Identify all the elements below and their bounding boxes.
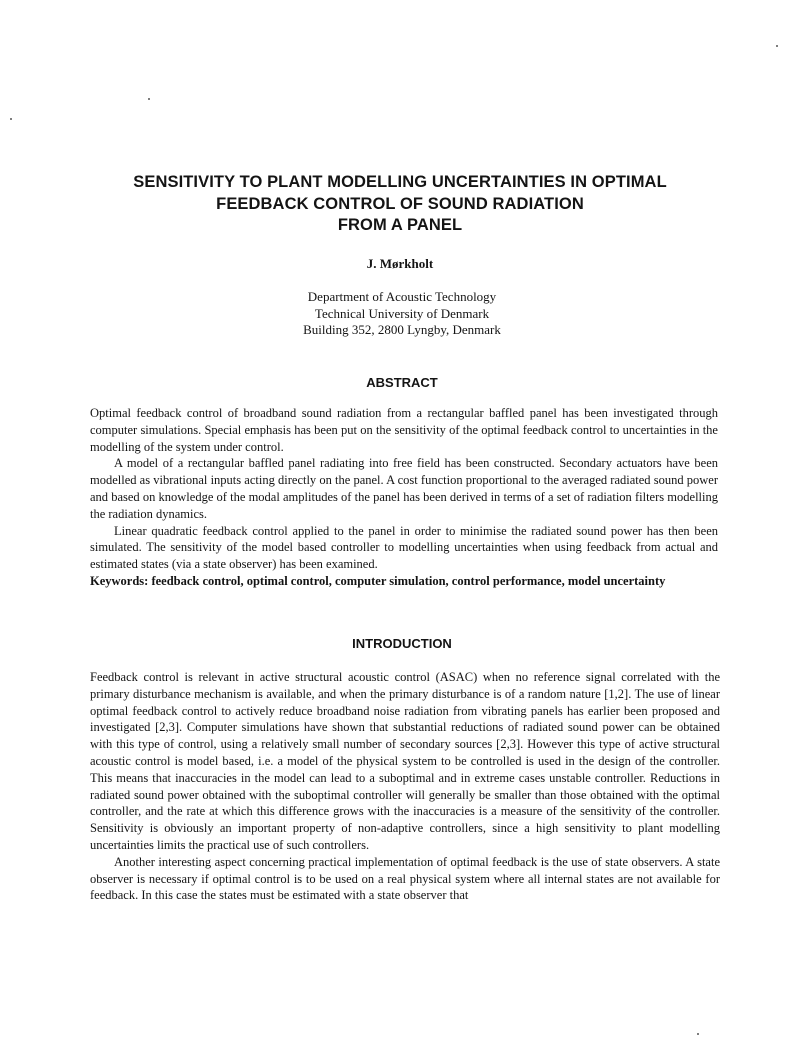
affiliation-line: Technical University of Denmark: [314, 305, 490, 321]
introduction-body: [90, 669, 720, 904]
abstract-paragraph: Linear quadratic feedback control applied to the panel in order to minimise the radiated sound power has then been simulated. The sensitivity of the model based controller to modelling uncertainties when using feedback from actual and estimated states (via a state observer) has been examined.: [90, 523, 718, 572]
abstract-body: [90, 405, 718, 590]
introduction-paragraph: Another interesting aspect concerning practical implementation of optimal feedback is the use of state observers. A state observer is necessary if optimal control is to be used on a real physical system where all internal states are not available for feedback. In this case the states must be estimated with a state observer that: [90, 854, 720, 903]
keywords-label: Keywords:: [90, 573, 149, 588]
introduction-heading: INTRODUCTION: [352, 636, 452, 651]
author-name: J. Mørkholt: [366, 256, 434, 271]
keywords: [90, 573, 718, 590]
abstract-heading: ABSTRACT: [366, 375, 438, 390]
scan-speck: [697, 1033, 699, 1035]
scan-speck: [776, 45, 778, 47]
abstract-paragraph: A model of a rectangular baffled panel radiating into free field has been constructed. Secondary actuators have been modelled as vibrational inputs acting directly on the panel. A cost function proportional to the averaged radiated sound power and based on knowledge of the modal amplitudes of the panel has been derived in terms of a set of radiation filters modelling the radiation dynamics.: [90, 456, 718, 521]
title-line: SENSITIVITY TO PLANT MODELLING UNCERTAINTIES IN OPTIMAL: [133, 173, 667, 191]
affiliation-line: Building 352, 2800 Lyngby, Denmark: [303, 322, 501, 337]
introduction-paragraph: Feedback control is relevant in active structural acoustic control (ASAC) when no reference signal correlated with the primary disturbance mechanism is available, and when the primary disturbance is of a random nature [1,2]. The use of linear optimal feedback control to actively reduce broadband noise radiation from vibrating panels has earlier been proposed and investigated [2,3]. Computer simulations have shown that substantial reductions of radiated sound power can be obtained with this type of control, using a relatively small number of secondary sources [2,3]. However this type of active structural acoustic control is model based, i.e. a model of the physical system to be controlled is used in the design of the controller. This means that inaccuracies in the model can lead to a suboptimal and in extreme cases unstable controller. Reductions in radiated sound power obtained with the suboptimal controller will generally be smaller than those obtained with the optimal controller, and the rate at which this difference grows with the inaccuracies is a measure of the sensitivity of the controller. Sensitivity is obviously an important property of non-adaptive controllers, since a high sensitivity to plant modelling uncertainties limits the practical use of such controllers.: [90, 670, 720, 852]
scan-speck: [148, 98, 150, 100]
affiliation: [200, 289, 604, 339]
affiliation-line: Department of Acoustic Technology: [307, 289, 497, 304]
abstract-paragraph: Optimal feedback control of broadband sound radiation from a rectangular baffled panel has been investigated through computer simulations. Special emphasis has been put on the sensitivity of the optimal feedback control to uncertainties in the modelling of the system under control.: [90, 406, 718, 454]
paper-title: [80, 172, 720, 237]
scan-speck: [10, 118, 12, 120]
title-line: FEEDBACK CONTROL OF SOUND RADIATION: [216, 194, 584, 213]
title-line: FROM A PANEL: [337, 216, 463, 234]
keywords-text: feedback control, optimal control, computer simulation, control performance, model uncertainty: [151, 573, 666, 588]
